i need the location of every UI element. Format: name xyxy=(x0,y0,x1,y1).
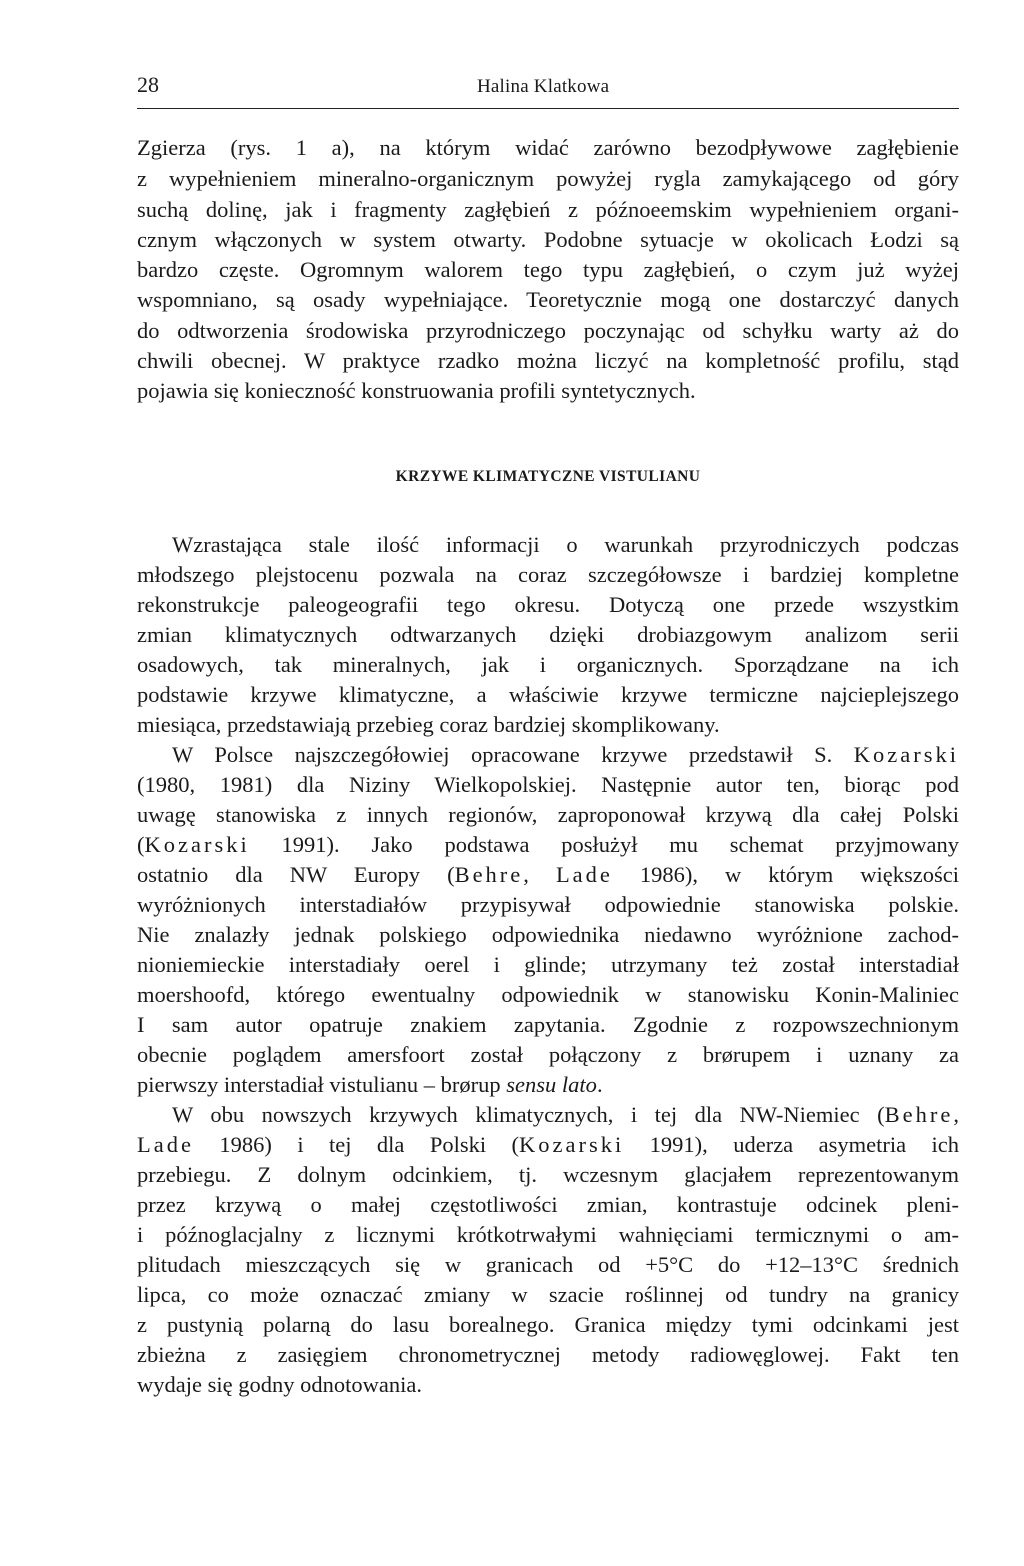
page-number: 28 xyxy=(137,72,159,97)
text-line: Wzrastająca stale ilość informacji o warunkah przyrodniczych podczas xyxy=(172,532,959,557)
text-line xyxy=(172,1100,959,1130)
text-line: rekonstrukcje paleogeografii tego okresu. Dotyczą one przede wszystkim xyxy=(137,592,959,617)
text-line: zbieżna z zasięgiem chronometrycznej metody radiowęglowej. Fakt ten xyxy=(137,1342,959,1367)
text-line: przebiegu. Z dolnym odcinkiem, tj. wczesnym glacjałem reprezentowanym xyxy=(137,1162,959,1187)
text-line: do odtworzenia środowiska przyrodniczego poczynając od schyłku warty aż do xyxy=(137,318,959,343)
text-line xyxy=(172,740,959,770)
text-line: bardzo częste. Ogromnym walorem tego typu zagłębień, o czym już wyżej xyxy=(137,257,959,282)
text-line: miesiąca, przedstawiają przebieg coraz bardziej skomplikowany. xyxy=(137,712,720,737)
text-line: młodszego plejstocenu pozwala na coraz szczegółowsze i bardziej kompletne xyxy=(137,562,959,587)
text-line: zmian klimatycznych odtwarzanych dzięki drobiazgowym analizom serii xyxy=(137,622,959,647)
text-span: 1986) i tej dla Polski ( xyxy=(193,1132,520,1157)
page-header xyxy=(137,72,959,102)
header-rule xyxy=(137,108,959,109)
author-name: Lade xyxy=(137,1132,194,1157)
text-line: cznym włączonych w system otwarty. Podobne sytuacje w okolicach Łodzi są xyxy=(137,227,959,252)
text-line: nioniemieckie interstadiały oerel i glinde; utrzymany też został interstadiał xyxy=(137,952,959,977)
text-line: wyróżnionych interstadiałów przypisywał odpowiednie stanowiska polskie. xyxy=(137,892,959,917)
text-line: plitudach mieszczących się w granicach od +5°C do +12–13°C średnich xyxy=(137,1252,959,1277)
text-line: suchą dolinę, jak i fragmenty zagłębień z późnoeemskim wypełnieniem organi- xyxy=(137,197,959,222)
author-name: Kozarski xyxy=(144,832,250,857)
text-line: z pustynią polarną do lasu borealnego. Granica między tymi odcinkami jest xyxy=(137,1312,959,1337)
text-line: i późnoglacjalny z licznymi krótkotrwałymi wahnięciami termicznymi o am- xyxy=(137,1222,959,1247)
text-line: z wypełnieniem mineralno-organicznym powyżej rygla zamykającego od góry xyxy=(137,166,959,191)
text-span: 1986), w którym większości xyxy=(612,862,960,887)
text-line: lipca, co może oznaczać zmiany w szacie roślinnej od tundry na granicy xyxy=(137,1282,959,1307)
author-name: Kozarski xyxy=(519,1132,625,1157)
author-name: Behre xyxy=(884,1102,954,1127)
text-span: , xyxy=(953,1102,959,1127)
text-span: W obu nowszych krzywych klimatycznych, i tej dla NW-Niemiec ( xyxy=(172,1102,885,1127)
text-line: Nie znalazły jednak polskiego odpowiednika niedawno wyróżnione zachod- xyxy=(137,922,959,947)
author-name: Lade xyxy=(555,862,613,887)
text-span: . xyxy=(596,1072,603,1097)
text-span: 1991), uderza asymetria ich xyxy=(624,1132,959,1157)
text-span: pierwszy interstadiał vistulianu – brørup xyxy=(137,1072,501,1097)
text-line: (1980, 1981) dla Niziny Wielkopolskiej. Następnie autor ten, biorąc pod xyxy=(137,772,959,797)
text-line: chwili obecnej. W praktyce rzadko można liczyć na kompletność profilu, stąd xyxy=(137,348,959,373)
italic-term: sensu lato xyxy=(506,1072,597,1097)
text-line xyxy=(137,1070,959,1100)
text-span: 1991). Jako podstawa posłużył mu schemat przyjmowany xyxy=(249,832,959,857)
text-line: podstawie krzywe klimatyczne, a właściwie krzywe termiczne najcieplejszego xyxy=(137,682,959,707)
text-span: , xyxy=(523,862,556,887)
text-line: wspomniano, są osady wypełniające. Teoretycznie mogą one dostarczyć danych xyxy=(137,287,959,312)
text-line: osadowych, tak mineralnych, jak i organicznych. Sporządzane na ich xyxy=(137,652,959,677)
text-line: pojawia się konieczność konstruowania profili syntetycznych. xyxy=(137,378,696,403)
section-heading: KRZYWE KLIMATYCZNE VISTULIANU xyxy=(395,468,701,485)
text-span: W Polsce najszczegółowiej opracowane krzywe przedstawił S. xyxy=(172,742,833,767)
text-line: uwagę stanowiska z innych regionów, zaproponował krzywą dla całej Polski xyxy=(137,802,959,827)
text-line: obecnie poglądem amersfoort został połączony z brørupem i uznany za xyxy=(137,1042,959,1067)
author-name: Behre xyxy=(454,862,524,887)
text-span: ( xyxy=(137,832,145,857)
text-line: Zgierza (rys. 1 a), na którym widać zarówno bezodpływowe zagłębienie xyxy=(137,135,959,160)
text-line: przez krzywą o małej częstotliwości zmian, kontrastuje odcinek pleni- xyxy=(137,1192,959,1217)
text-line: wydaje się godny odnotowania. xyxy=(137,1372,422,1397)
text-line xyxy=(137,830,959,860)
text-span: ostatnio dla NW Europy ( xyxy=(137,862,455,887)
author-name: Kozarski xyxy=(853,742,959,767)
text-line: I sam autor opatruje znakiem zapytania. Zgodnie z rozpowszechnionym xyxy=(137,1012,959,1037)
text-line: moershoofd, którego ewentualny odpowiednik w stanowisku Konin-Maliniec xyxy=(137,982,959,1007)
text-line xyxy=(137,860,959,890)
text-line xyxy=(137,1130,959,1160)
running-head: Halina Klatkowa xyxy=(477,76,610,97)
